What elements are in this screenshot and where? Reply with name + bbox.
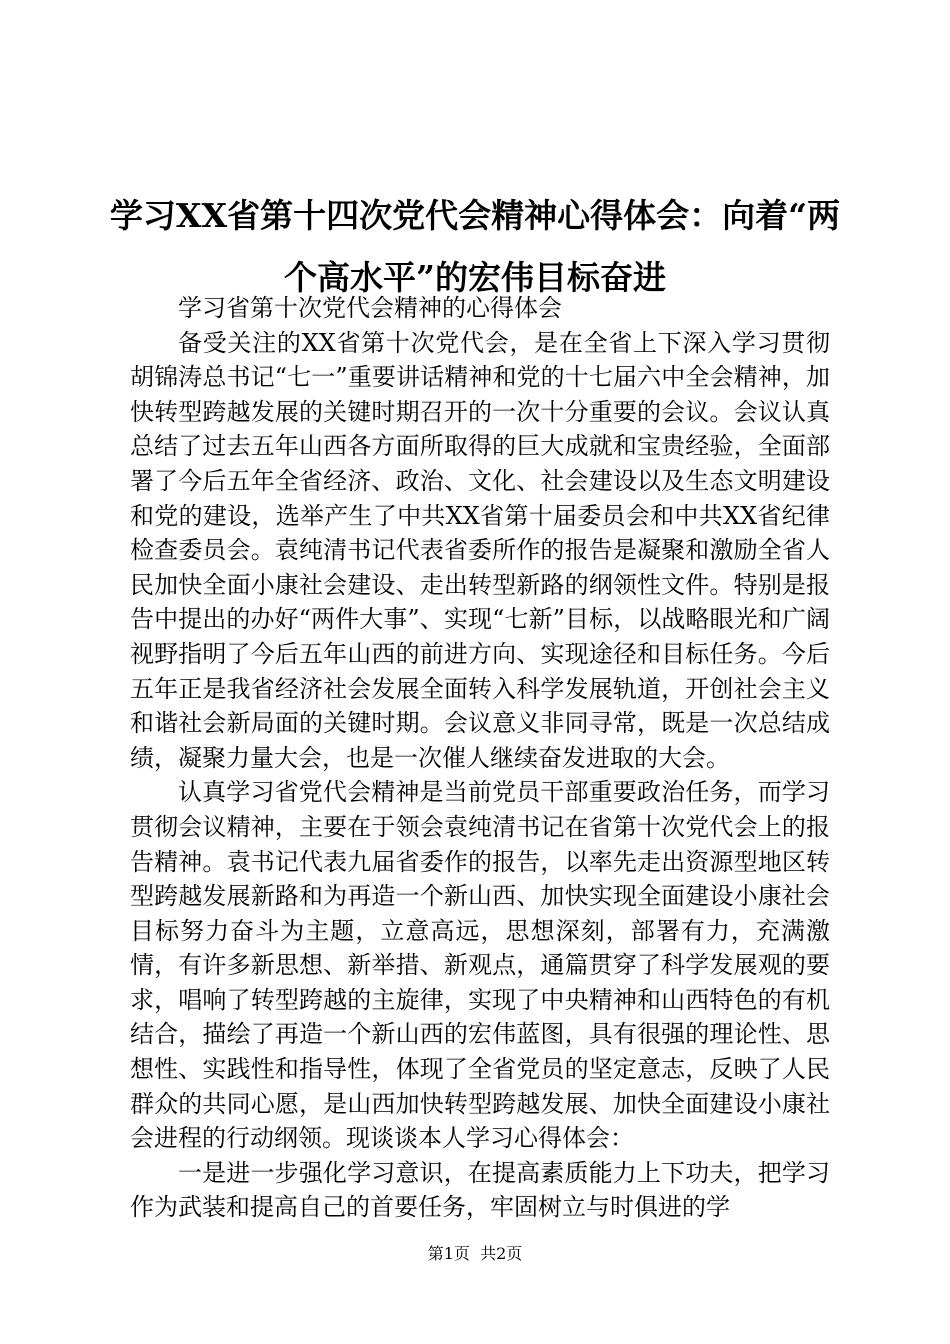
page-footer [0, 1243, 950, 1265]
page-number: 第1页 [427, 1244, 470, 1263]
body-paragraph: 一是进一步强化学习意识，在提高素质能力上下功夫，把学习作为武装和提高自己的首要任务，牢固树立与时俱进的学 [130, 1158, 830, 1222]
subtitle-paragraph: 学习省第十次党代会精神的心得体会 [178, 294, 562, 322]
document-body [130, 291, 830, 1225]
body-paragraph: 认真学习省党代会精神是当前党员干部重要政治任务，而学习贯彻会议精神，主要在于领会袁纯清书记在省第十次党代会上的报告精神。袁书记代表九届省委作的报告，以率先走出资源型地区转型跨越发展新路和为再造一个新山西、加快实现全面建设小康社会目标努力奋斗为主题，立意高远，思想深刻，部署有力，充满激情，有许多新思想、新举措、新观点，通篇贯穿了科学发展观的要求，唱响了转型跨越的主旋律，实现了中央精神和山西特色的有机结合，描绘了再造一个新山西的宏伟蓝图，具有很强的理论性、思想性、实践性和指导性，体现了全省党员的坚定意志，反映了人民群众的共同心愿，是山西加快转型跨越发展、加快全面建设小康社会进程的行动纲领。现谈谈本人学习心得体会： [130, 778, 830, 1153]
document-title: 学习XX省第十四次党代会精神心得体会：向着“两个高水平”的宏伟目标奋进 [109, 196, 841, 297]
body-paragraph: 备受关注的XX省第十次党代会，是在全省上下深入学习贯彻胡锦涛总书记“七一”重要讲话精神和党的十七届六中全会精神，加快转型跨越发展的关键时期召开的一次十分重要的会议。会议认真总结了过去五年山西各方面所取得的巨大成就和宝贵经验，全面部署了今后五年全省经济、政治、文化、社会建设以及生态文明建设和党的建设，选举产生了中共XX省第十届委员会和中共XX省纪律检查委员会。袁纯清书记代表省委所作的报告是凝聚和激励全省人民加快全面小康社会建设、走出转型新路的纲领性文件。特别是报告中提出的办好“两件大事”、实现“七新”目标，以战略眼光和广阔视野指明了今后五年山西的前进方向、实现途径和目标任务。今后五年正是我省经济社会发展全面转入科学发展轨道，开创社会主义和谐社会新局面的关键时期。会议意义非同寻常，既是一次总结成绩，凝聚力量大会，也是一次催人继续奋发进取的大会。 [130, 328, 830, 772]
footer-gap [470, 1244, 480, 1263]
page-total: 共2页 [480, 1244, 523, 1263]
